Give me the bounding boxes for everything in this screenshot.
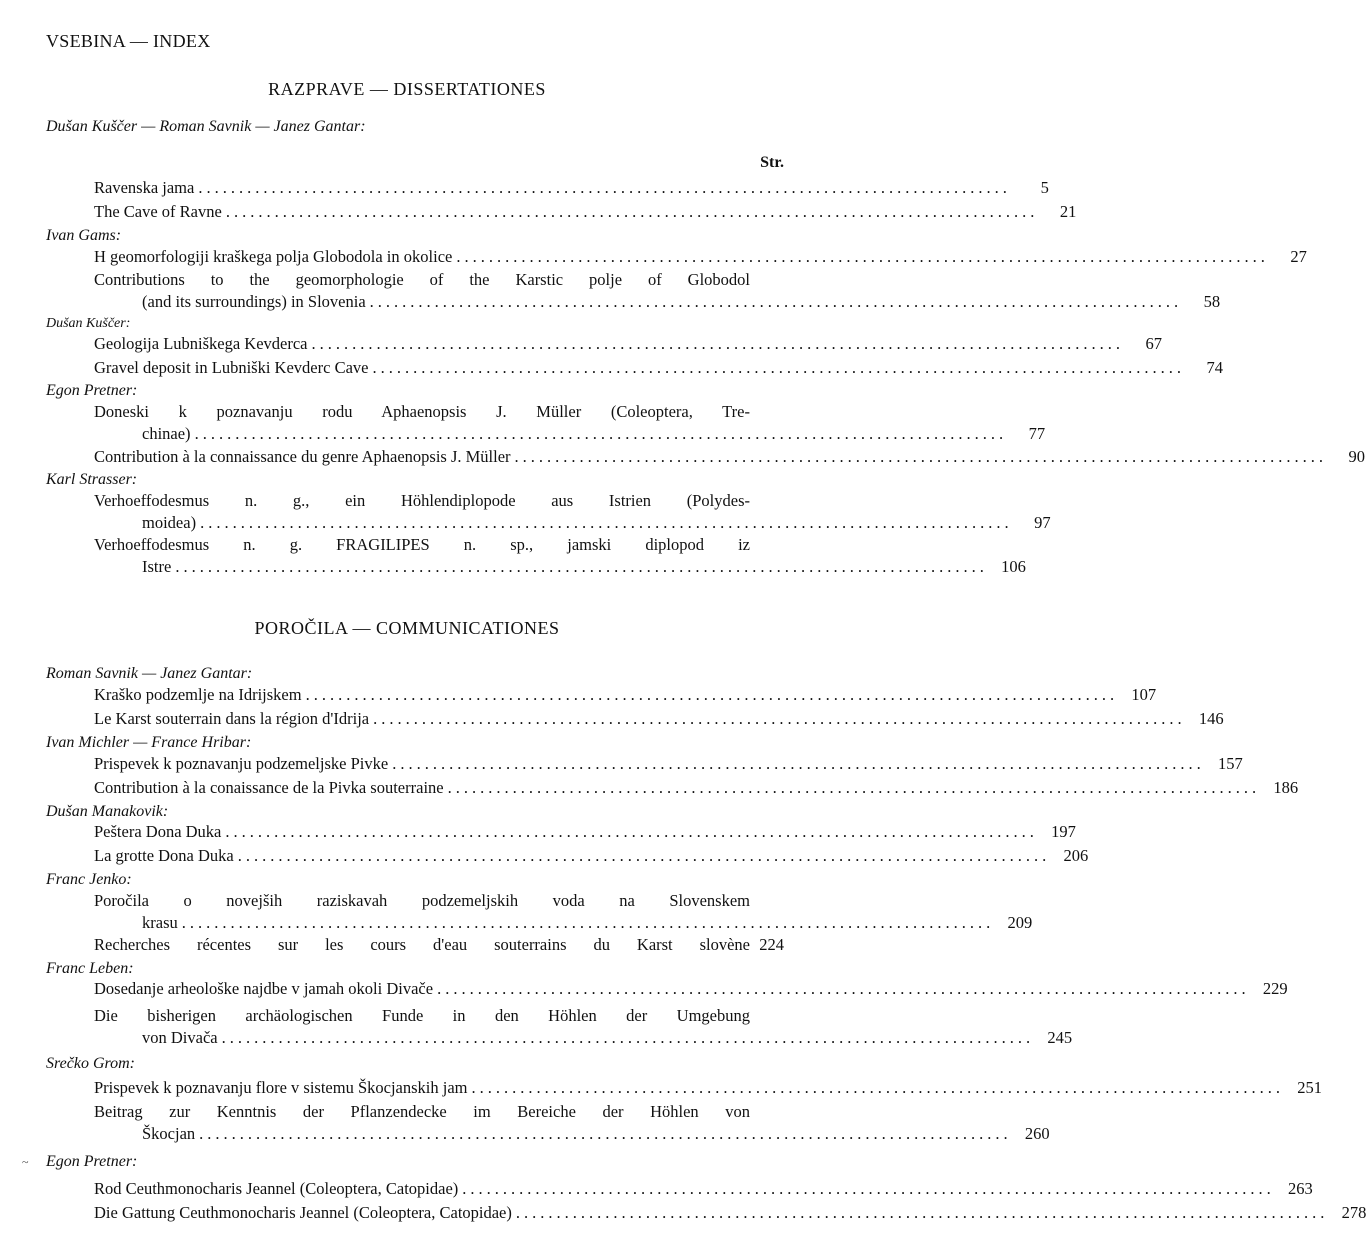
entry-title: Recherches récentes sur les cours d'eau souterrains du Karst slovène bbox=[94, 935, 750, 954]
entry-title-continued: Škocjan bbox=[142, 1124, 196, 1143]
entry-title: Verhoeffodesmus n. g., ein Höhlendiplopode aus Istrien (Polydes- bbox=[94, 491, 750, 510]
page-number: 74 bbox=[1206, 358, 1223, 377]
page-number: 197 bbox=[1051, 822, 1076, 841]
toc-entry bbox=[94, 534, 1026, 578]
entry-title: The Cave of Ravne bbox=[94, 202, 222, 221]
author-line: Franc Jenko: bbox=[46, 871, 132, 888]
dot-leader: .................................................................................................... bbox=[471, 1078, 1284, 1097]
page-number: 157 bbox=[1217, 754, 1243, 773]
dot-leader: .................................................................................................... bbox=[392, 754, 1205, 773]
toc-entry bbox=[94, 890, 1033, 934]
author-line: Roman Savnik — Janez Gantar: bbox=[46, 665, 253, 682]
dot-leader: .................................................................................................... bbox=[199, 1124, 1012, 1143]
toc-entry bbox=[94, 821, 1076, 843]
entry-title: H geomorfologiji kraškega polja Globodola in okolice bbox=[94, 247, 453, 266]
page-number: 224 bbox=[759, 935, 784, 954]
toc-entry bbox=[94, 201, 1077, 223]
toc-entry bbox=[94, 1077, 1322, 1099]
entry-title: Kraško podzemlje na Idrijskem bbox=[94, 685, 302, 704]
entry-title: Die Gattung Ceuthmonocharis Jeannel (Coleoptera, Catopidae) bbox=[94, 1203, 512, 1222]
entry-title-continued: chinae) bbox=[142, 424, 191, 443]
author-line: Karl Strasser: bbox=[46, 471, 138, 488]
dot-leader: .................................................................................................... bbox=[447, 778, 1261, 797]
page-number: 229 bbox=[1262, 979, 1288, 998]
entry-title: Rod Ceuthmonocharis Jeannel (Coleoptera, Catopidae) bbox=[94, 1179, 459, 1198]
toc-entry bbox=[94, 1101, 1050, 1145]
toc-entry bbox=[94, 333, 1163, 355]
dot-leader: .................................................................................................... bbox=[225, 202, 1039, 221]
author-line: Dušan Kuščer — Roman Savnik — Janez Gantar: bbox=[46, 118, 366, 135]
dot-leader: .................................................................................................... bbox=[373, 709, 1186, 728]
author-line: Dušan Manakovik: bbox=[46, 803, 169, 820]
page-number: 77 bbox=[1028, 424, 1046, 443]
toc-entry bbox=[94, 753, 1243, 775]
dot-leader: .................................................................................................... bbox=[181, 913, 995, 932]
entry-title: Poročila o novejših raziskavah podzemeljskih voda na Slovenskem bbox=[94, 891, 750, 910]
entry-title: Prispevek k poznavanju podzemeljske Pivke bbox=[94, 754, 389, 773]
dot-leader: .................................................................................................... bbox=[225, 822, 1038, 841]
entry-title: Le Karst souterrain dans la région d'Idrija bbox=[94, 709, 370, 728]
author-line: Ivan Michler — France Hribar: bbox=[46, 734, 252, 751]
section-title-dissertationes: RAZPRAVE — DISSERTATIONES bbox=[268, 79, 546, 99]
author-line: Srečko Grom: bbox=[46, 1055, 136, 1072]
entry-title-continued: (and its surroundings) in Slovenia bbox=[142, 292, 366, 311]
dot-leader: .................................................................................................... bbox=[515, 1203, 1329, 1222]
toc-entry bbox=[94, 708, 1224, 730]
dot-leader: .................................................................................................... bbox=[311, 334, 1125, 353]
page-number: 21 bbox=[1059, 202, 1077, 221]
dot-leader: .................................................................................................... bbox=[221, 1028, 1035, 1047]
dot-leader: .................................................................................................... bbox=[198, 178, 1011, 197]
page-number: 5 bbox=[1040, 178, 1049, 197]
entry-title: Geologija Lubniškega Kevderca bbox=[94, 334, 308, 353]
page-number: 209 bbox=[1007, 913, 1033, 932]
page-number: 260 bbox=[1024, 1124, 1050, 1143]
toc-entry bbox=[94, 1005, 1073, 1049]
margin-mark: ~ bbox=[22, 1155, 29, 1169]
str-label: Str. bbox=[760, 154, 784, 171]
entry-title: Gravel deposit in Lubniški Kevderc Cave bbox=[94, 358, 369, 377]
toc-entry bbox=[94, 1202, 1366, 1224]
page-number: 186 bbox=[1273, 778, 1299, 797]
page-number: 278 bbox=[1341, 1203, 1366, 1222]
entry-title: Ravenska jama bbox=[94, 178, 195, 197]
toc-entry bbox=[94, 401, 1046, 445]
toc-entry bbox=[94, 934, 784, 956]
page-number: 146 bbox=[1198, 709, 1224, 728]
section-title-communicationes: POROČILA — COMMUNICATIONES bbox=[254, 618, 560, 638]
entry-title: Peštera Dona Duka bbox=[94, 822, 222, 841]
entry-title: Contribution à la conaissance de la Pivka souterraine bbox=[94, 778, 444, 797]
dot-leader: .................................................................................................... bbox=[194, 424, 1008, 443]
toc-entry bbox=[94, 357, 1223, 379]
dot-leader: .................................................................................................... bbox=[237, 846, 1051, 865]
author-line: Dušan Kuščer: bbox=[46, 316, 131, 331]
toc-entry bbox=[94, 1178, 1313, 1200]
entry-title: Prispevek k poznavanju flore v sistemu Škocjanskih jam bbox=[94, 1078, 468, 1097]
entry-title-continued: Istre bbox=[142, 557, 172, 576]
entry-title-continued: krasu bbox=[142, 913, 178, 932]
toc-entry bbox=[94, 246, 1307, 268]
toc-entry bbox=[94, 446, 1366, 468]
toc-entry bbox=[94, 684, 1157, 706]
dot-leader: .................................................................................................... bbox=[456, 247, 1269, 266]
entry-title: Contribution à la connaissance du genre Aphaenopsis J. Müller bbox=[94, 447, 511, 466]
entry-title: Doneski k poznavanju rodu Aphaenopsis J. Müller (Coleoptera, Tre- bbox=[94, 402, 750, 421]
page-number: 206 bbox=[1063, 846, 1089, 865]
entry-title: Contributions to the geomorphologie of the Karstic polje of Globodol bbox=[94, 270, 750, 289]
toc-entry bbox=[94, 269, 1221, 313]
dot-leader: .................................................................................................... bbox=[175, 557, 988, 576]
page-number: 251 bbox=[1297, 1078, 1322, 1097]
entry-title: La grotte Dona Duka bbox=[94, 846, 234, 865]
entry-title-continued: moidea) bbox=[142, 513, 197, 532]
dot-leader: .................................................................................................... bbox=[369, 292, 1183, 311]
page-number: 58 bbox=[1203, 292, 1221, 311]
entry-title: Beitrag zur Kenntnis der Pflanzendecke im Bereiche der Höhlen von bbox=[94, 1102, 750, 1121]
dot-leader: .................................................................................................... bbox=[514, 447, 1328, 466]
page-number: 97 bbox=[1034, 513, 1051, 532]
page-number: 67 bbox=[1145, 334, 1163, 353]
entry-title: Die bisherigen archäologischen Funde in den Höhlen der Umgebung bbox=[94, 1006, 750, 1025]
page-number: 263 bbox=[1288, 1179, 1313, 1198]
page-header: VSEBINA — INDEX bbox=[46, 31, 211, 51]
toc-entry bbox=[94, 490, 1051, 534]
page-number: 106 bbox=[1001, 557, 1026, 576]
page-number: 107 bbox=[1131, 685, 1157, 704]
author-line: Egon Pretner: bbox=[46, 382, 138, 399]
dot-leader: .................................................................................................... bbox=[437, 979, 1250, 998]
page-number: 90 bbox=[1348, 447, 1366, 466]
toc-entry bbox=[94, 978, 1288, 1000]
dot-leader: .................................................................................................... bbox=[462, 1179, 1275, 1198]
author-line: Egon Pretner: bbox=[46, 1153, 138, 1170]
dot-leader: .................................................................................................... bbox=[372, 358, 1185, 377]
page-number: 27 bbox=[1290, 247, 1307, 266]
author-line: Franc Leben: bbox=[46, 960, 134, 977]
entry-title: Dosedanje arheološke najdbe v jamah okoli Divače bbox=[94, 979, 434, 998]
page-number: 245 bbox=[1047, 1028, 1073, 1047]
toc-entry bbox=[94, 777, 1299, 799]
dot-leader: .................................................................................................... bbox=[200, 513, 1013, 532]
toc-entry bbox=[94, 177, 1049, 199]
entry-title-continued: von Divača bbox=[142, 1028, 218, 1047]
dot-leader: .................................................................................................... bbox=[305, 685, 1119, 704]
entry-title: Verhoeffodesmus n. g. FRAGILIPES n. sp., jamski diplopod iz bbox=[94, 535, 750, 554]
toc-entry bbox=[94, 845, 1089, 867]
author-line: Ivan Gams: bbox=[46, 227, 122, 244]
